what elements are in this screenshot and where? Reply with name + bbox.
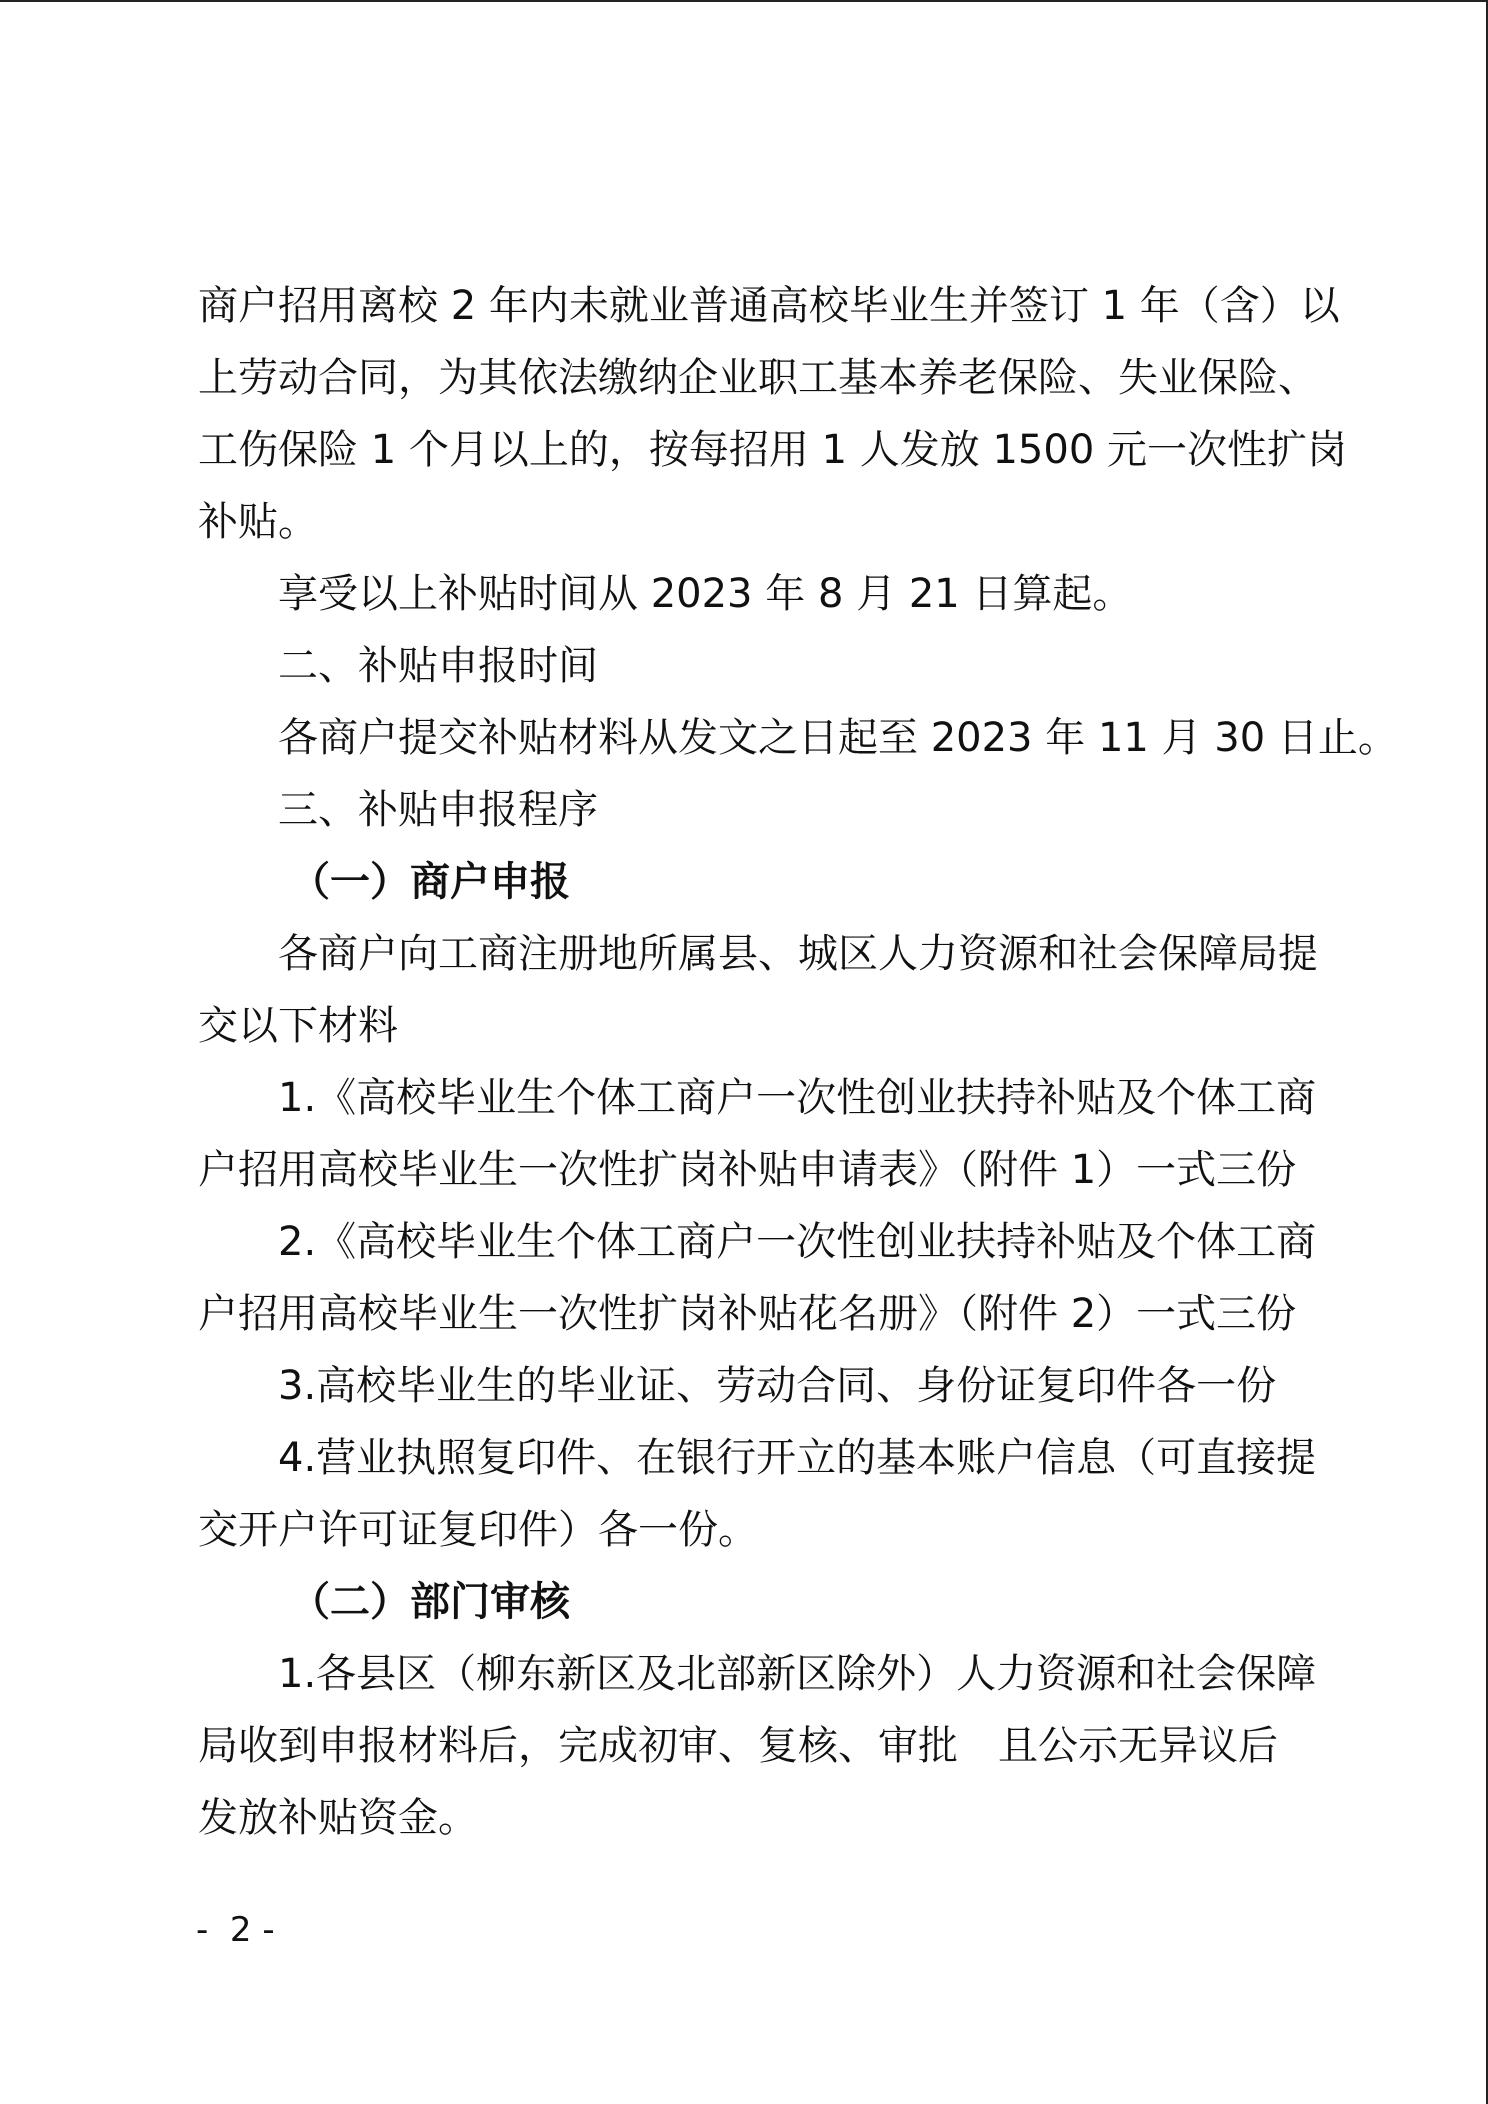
list-item: 发放补贴资金。 (198, 1795, 478, 1841)
list-item: 3.高校毕业生的毕业证、劳动合同、身份证复印件各一份 (278, 1363, 1277, 1409)
paragraph-line: 各商户提交补贴材料从发文之日起至 2023 年 11 月 30 日止。 (278, 715, 1398, 761)
paragraph-line: 上劳动合同，为其依法缴纳企业职工基本养老保险、失业保险、 (198, 355, 1318, 401)
list-item: 1.各县区（柳东新区及北部新区除外）人力资源和社会保障 (278, 1651, 1317, 1697)
paragraph-line: 补贴。 (198, 499, 318, 545)
list-item: 户招用高校毕业生一次性扩岗补贴花名册》（附件 2）一式三份 (198, 1291, 1297, 1337)
paragraph-line: 工伤保险 1 个月以上的，按每招用 1 人发放 1500 元一次性扩岗 (198, 427, 1347, 473)
list-item: 局收到申报材料后，完成初审、复核、审批 且公示无异议后 (198, 1723, 1278, 1769)
list-item: 户招用高校毕业生一次性扩岗补贴申请表》（附件 1）一式三份 (198, 1147, 1297, 1193)
section-heading: 三、补贴申报程序 (278, 787, 598, 833)
paragraph-line: 交以下材料 (198, 1003, 398, 1049)
list-item: 4.营业执照复印件、在银行开立的基本账户信息（可直接提 (278, 1435, 1317, 1481)
paragraph-line: 各商户向工商注册地所属县、城区人力资源和社会保障局提 (278, 931, 1318, 977)
paragraph-line: 商户招用离校 2 年内未就业普通高校毕业生并签订 1 年（含）以 (198, 283, 1340, 329)
page-top-border (0, 0, 1488, 2)
subsection-heading: （一）商户申报 (290, 859, 570, 905)
list-item: 2.《高校毕业生个体工商户一次性创业扶持补贴及个体工商 (278, 1219, 1317, 1265)
section-heading: 二、补贴申报时间 (278, 643, 598, 689)
page-number: - 2 - (196, 1910, 275, 1950)
subsection-heading: （二）部门审核 (290, 1579, 570, 1625)
paragraph-line: 享受以上补贴时间从 2023 年 8 月 21 日算起。 (278, 571, 1133, 617)
list-item: 1.《高校毕业生个体工商户一次性创业扶持补贴及个体工商 (278, 1075, 1317, 1121)
list-item: 交开户许可证复印件）各一份。 (198, 1507, 758, 1553)
